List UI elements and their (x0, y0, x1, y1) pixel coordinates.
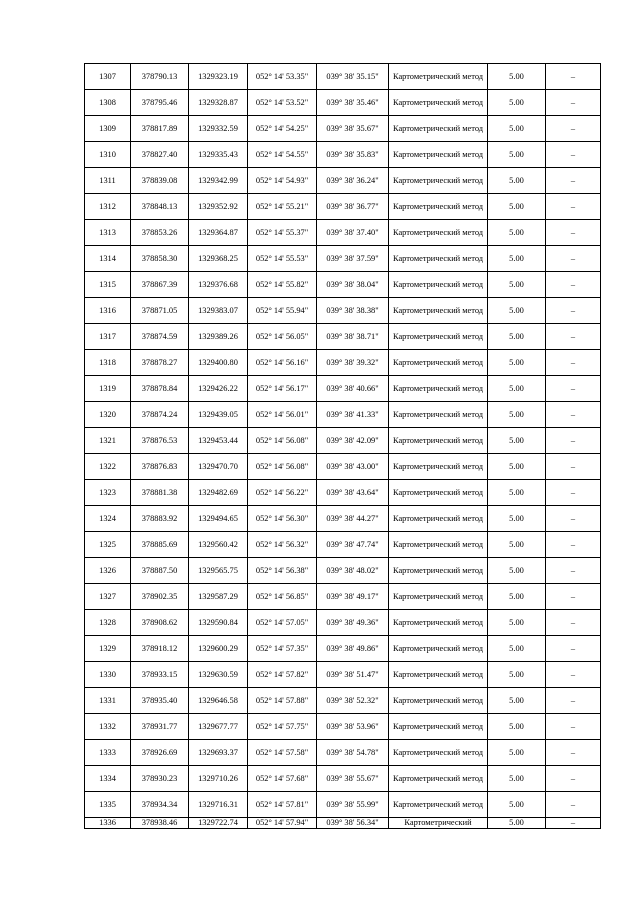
point-number-cell: 1316 (85, 298, 131, 324)
note-cell: – (546, 610, 601, 636)
accuracy-cell: 5.00 (488, 636, 546, 662)
y-coordinate-cell: 1329328.87 (189, 90, 248, 116)
method-cell: Картометрический метод (389, 116, 488, 142)
note-cell: – (546, 298, 601, 324)
longitude-cell: 039° 38' 49.36" (317, 610, 389, 636)
y-coordinate-cell: 1329587.29 (189, 584, 248, 610)
x-coordinate-cell: 378885.69 (131, 532, 189, 558)
y-coordinate-cell: 1329364.87 (189, 220, 248, 246)
y-coordinate-cell: 1329389.26 (189, 324, 248, 350)
longitude-cell: 039° 38' 56.34" (317, 818, 389, 829)
y-coordinate-cell: 1329383.07 (189, 298, 248, 324)
x-coordinate-cell: 378902.35 (131, 584, 189, 610)
point-number-cell: 1334 (85, 766, 131, 792)
note-cell: – (546, 740, 601, 766)
longitude-cell: 039° 38' 55.67" (317, 766, 389, 792)
note-cell: – (546, 376, 601, 402)
latitude-cell: 052° 14' 55.53" (248, 246, 317, 272)
x-coordinate-cell: 378931.77 (131, 714, 189, 740)
table-row (85, 350, 601, 376)
x-coordinate-cell: 378878.84 (131, 376, 189, 402)
longitude-cell: 039° 38' 47.74" (317, 532, 389, 558)
note-cell: – (546, 116, 601, 142)
method-cell: Картометрический метод (389, 584, 488, 610)
latitude-cell: 052° 14' 56.22" (248, 480, 317, 506)
point-number-cell: 1307 (85, 64, 131, 90)
accuracy-cell: 5.00 (488, 428, 546, 454)
x-coordinate-cell: 378930.23 (131, 766, 189, 792)
accuracy-cell: 5.00 (488, 246, 546, 272)
table-row (85, 194, 601, 220)
method-cell: Картометрический метод (389, 480, 488, 506)
point-number-cell: 1336 (85, 818, 131, 829)
note-cell: – (546, 636, 601, 662)
y-coordinate-cell: 1329693.37 (189, 740, 248, 766)
latitude-cell: 052° 14' 56.08" (248, 454, 317, 480)
method-cell: Картометрический метод (389, 142, 488, 168)
latitude-cell: 052° 14' 56.17" (248, 376, 317, 402)
point-number-cell: 1323 (85, 480, 131, 506)
longitude-cell: 039° 38' 37.40" (317, 220, 389, 246)
x-coordinate-cell: 378874.59 (131, 324, 189, 350)
longitude-cell: 039° 38' 55.99" (317, 792, 389, 818)
method-cell: Картометрический метод (389, 532, 488, 558)
latitude-cell: 052° 14' 55.21" (248, 194, 317, 220)
method-cell: Картометрический метод (389, 454, 488, 480)
x-coordinate-cell: 378883.92 (131, 506, 189, 532)
accuracy-cell: 5.00 (488, 558, 546, 584)
point-number-cell: 1326 (85, 558, 131, 584)
y-coordinate-cell: 1329565.75 (189, 558, 248, 584)
note-cell: – (546, 246, 601, 272)
latitude-cell: 052° 14' 56.05" (248, 324, 317, 350)
point-number-cell: 1308 (85, 90, 131, 116)
point-number-cell: 1317 (85, 324, 131, 350)
point-number-cell: 1328 (85, 610, 131, 636)
method-cell: Картометрический метод (389, 402, 488, 428)
accuracy-cell: 5.00 (488, 194, 546, 220)
latitude-cell: 052° 14' 57.58" (248, 740, 317, 766)
x-coordinate-cell: 378926.69 (131, 740, 189, 766)
note-cell: – (546, 714, 601, 740)
note-cell: – (546, 168, 601, 194)
table-row (85, 246, 601, 272)
method-cell: Картометрический метод (389, 376, 488, 402)
method-cell: Картометрический метод (389, 428, 488, 454)
x-coordinate-cell: 378858.30 (131, 246, 189, 272)
accuracy-cell: 5.00 (488, 272, 546, 298)
latitude-cell: 052° 14' 57.94" (248, 818, 317, 829)
longitude-cell: 039° 38' 35.83" (317, 142, 389, 168)
note-cell: – (546, 142, 601, 168)
latitude-cell: 052° 14' 57.88" (248, 688, 317, 714)
y-coordinate-cell: 1329342.99 (189, 168, 248, 194)
longitude-cell: 039° 38' 52.32" (317, 688, 389, 714)
note-cell: – (546, 220, 601, 246)
note-cell: – (546, 532, 601, 558)
table-row (85, 376, 601, 402)
accuracy-cell: 5.00 (488, 532, 546, 558)
longitude-cell: 039° 38' 54.78" (317, 740, 389, 766)
point-number-cell: 1322 (85, 454, 131, 480)
y-coordinate-cell: 1329352.92 (189, 194, 248, 220)
note-cell: – (546, 662, 601, 688)
method-cell: Картометрический метод (389, 272, 488, 298)
note-cell: – (546, 792, 601, 818)
point-number-cell: 1324 (85, 506, 131, 532)
table-row (85, 766, 601, 792)
accuracy-cell: 5.00 (488, 740, 546, 766)
x-coordinate-cell: 378876.53 (131, 428, 189, 454)
note-cell: – (546, 506, 601, 532)
x-coordinate-cell: 378874.24 (131, 402, 189, 428)
note-cell: – (546, 454, 601, 480)
accuracy-cell: 5.00 (488, 480, 546, 506)
point-number-cell: 1311 (85, 168, 131, 194)
x-coordinate-cell: 378934.34 (131, 792, 189, 818)
y-coordinate-cell: 1329600.29 (189, 636, 248, 662)
longitude-cell: 039° 38' 43.00" (317, 454, 389, 480)
longitude-cell: 039° 38' 49.86" (317, 636, 389, 662)
method-cell: Картометрический метод (389, 64, 488, 90)
note-cell: – (546, 350, 601, 376)
latitude-cell: 052° 14' 56.16" (248, 350, 317, 376)
longitude-cell: 039° 38' 35.67" (317, 116, 389, 142)
accuracy-cell: 5.00 (488, 662, 546, 688)
table-row (85, 220, 601, 246)
accuracy-cell: 5.00 (488, 64, 546, 90)
y-coordinate-cell: 1329368.25 (189, 246, 248, 272)
longitude-cell: 039° 38' 53.96" (317, 714, 389, 740)
table-row (85, 298, 601, 324)
y-coordinate-cell: 1329716.31 (189, 792, 248, 818)
document-page (84, 63, 600, 829)
longitude-cell: 039° 38' 43.64" (317, 480, 389, 506)
latitude-cell: 052° 14' 56.30" (248, 506, 317, 532)
table-row (85, 168, 601, 194)
table-row (85, 818, 601, 829)
longitude-cell: 039° 38' 36.24" (317, 168, 389, 194)
table-row (85, 558, 601, 584)
note-cell: – (546, 272, 601, 298)
note-cell: – (546, 402, 601, 428)
accuracy-cell: 5.00 (488, 818, 546, 829)
method-cell: Картометрический метод (389, 688, 488, 714)
y-coordinate-cell: 1329722.74 (189, 818, 248, 829)
method-cell: Картометрический метод (389, 324, 488, 350)
longitude-cell: 039° 38' 37.59" (317, 246, 389, 272)
longitude-cell: 039° 38' 41.33" (317, 402, 389, 428)
longitude-cell: 039° 38' 51.47" (317, 662, 389, 688)
accuracy-cell: 5.00 (488, 610, 546, 636)
latitude-cell: 052° 14' 57.81" (248, 792, 317, 818)
x-coordinate-cell: 378918.12 (131, 636, 189, 662)
point-number-cell: 1320 (85, 402, 131, 428)
note-cell: – (546, 818, 601, 829)
accuracy-cell: 5.00 (488, 792, 546, 818)
method-cell: Картометрический (389, 818, 488, 829)
table-row (85, 428, 601, 454)
accuracy-cell: 5.00 (488, 324, 546, 350)
table-row (85, 402, 601, 428)
longitude-cell: 039° 38' 38.38" (317, 298, 389, 324)
point-number-cell: 1319 (85, 376, 131, 402)
table-row (85, 610, 601, 636)
y-coordinate-cell: 1329439.05 (189, 402, 248, 428)
point-number-cell: 1330 (85, 662, 131, 688)
accuracy-cell: 5.00 (488, 506, 546, 532)
y-coordinate-cell: 1329400.80 (189, 350, 248, 376)
x-coordinate-cell: 378933.15 (131, 662, 189, 688)
table-row (85, 142, 601, 168)
table-row (85, 740, 601, 766)
x-coordinate-cell: 378795.46 (131, 90, 189, 116)
accuracy-cell: 5.00 (488, 220, 546, 246)
method-cell: Картометрический метод (389, 298, 488, 324)
table-row (85, 636, 601, 662)
latitude-cell: 052° 14' 55.94" (248, 298, 317, 324)
latitude-cell: 052° 14' 55.82" (248, 272, 317, 298)
table-row (85, 324, 601, 350)
x-coordinate-cell: 378817.89 (131, 116, 189, 142)
coordinates-table-body (85, 64, 601, 829)
method-cell: Картометрический метод (389, 90, 488, 116)
note-cell: – (546, 558, 601, 584)
method-cell: Картометрический метод (389, 714, 488, 740)
accuracy-cell: 5.00 (488, 168, 546, 194)
point-number-cell: 1314 (85, 246, 131, 272)
x-coordinate-cell: 378908.62 (131, 610, 189, 636)
point-number-cell: 1318 (85, 350, 131, 376)
longitude-cell: 039° 38' 40.66" (317, 376, 389, 402)
note-cell: – (546, 584, 601, 610)
table-row (85, 116, 601, 142)
note-cell: – (546, 688, 601, 714)
y-coordinate-cell: 1329482.69 (189, 480, 248, 506)
table-row (85, 688, 601, 714)
x-coordinate-cell: 378871.05 (131, 298, 189, 324)
y-coordinate-cell: 1329677.77 (189, 714, 248, 740)
method-cell: Картометрический метод (389, 220, 488, 246)
x-coordinate-cell: 378881.38 (131, 480, 189, 506)
method-cell: Картометрический метод (389, 740, 488, 766)
latitude-cell: 052° 14' 56.32" (248, 532, 317, 558)
latitude-cell: 052° 14' 57.35" (248, 636, 317, 662)
accuracy-cell: 5.00 (488, 142, 546, 168)
y-coordinate-cell: 1329453.44 (189, 428, 248, 454)
method-cell: Картометрический метод (389, 792, 488, 818)
table-row (85, 506, 601, 532)
accuracy-cell: 5.00 (488, 584, 546, 610)
accuracy-cell: 5.00 (488, 90, 546, 116)
y-coordinate-cell: 1329630.59 (189, 662, 248, 688)
method-cell: Картометрический метод (389, 506, 488, 532)
latitude-cell: 052° 14' 56.38" (248, 558, 317, 584)
x-coordinate-cell: 378839.08 (131, 168, 189, 194)
accuracy-cell: 5.00 (488, 298, 546, 324)
x-coordinate-cell: 378878.27 (131, 350, 189, 376)
longitude-cell: 039° 38' 44.27" (317, 506, 389, 532)
latitude-cell: 052° 14' 57.05" (248, 610, 317, 636)
accuracy-cell: 5.00 (488, 688, 546, 714)
note-cell: – (546, 480, 601, 506)
latitude-cell: 052° 14' 56.85" (248, 584, 317, 610)
x-coordinate-cell: 378853.26 (131, 220, 189, 246)
x-coordinate-cell: 378938.46 (131, 818, 189, 829)
y-coordinate-cell: 1329376.68 (189, 272, 248, 298)
table-row (85, 272, 601, 298)
method-cell: Картометрический метод (389, 246, 488, 272)
method-cell: Картометрический метод (389, 662, 488, 688)
latitude-cell: 052° 14' 54.55" (248, 142, 317, 168)
table-row (85, 532, 601, 558)
latitude-cell: 052° 14' 56.01" (248, 402, 317, 428)
latitude-cell: 052° 14' 55.37" (248, 220, 317, 246)
point-number-cell: 1312 (85, 194, 131, 220)
note-cell: – (546, 324, 601, 350)
x-coordinate-cell: 378790.13 (131, 64, 189, 90)
method-cell: Картометрический метод (389, 610, 488, 636)
y-coordinate-cell: 1329590.84 (189, 610, 248, 636)
point-number-cell: 1335 (85, 792, 131, 818)
latitude-cell: 052° 14' 53.35" (248, 64, 317, 90)
accuracy-cell: 5.00 (488, 714, 546, 740)
method-cell: Картометрический метод (389, 636, 488, 662)
table-row (85, 792, 601, 818)
accuracy-cell: 5.00 (488, 402, 546, 428)
y-coordinate-cell: 1329426.22 (189, 376, 248, 402)
x-coordinate-cell: 378827.40 (131, 142, 189, 168)
table-row (85, 584, 601, 610)
longitude-cell: 039° 38' 38.71" (317, 324, 389, 350)
y-coordinate-cell: 1329494.65 (189, 506, 248, 532)
coordinates-table (84, 63, 601, 829)
latitude-cell: 052° 14' 53.52" (248, 90, 317, 116)
point-number-cell: 1327 (85, 584, 131, 610)
latitude-cell: 052° 14' 56.08" (248, 428, 317, 454)
y-coordinate-cell: 1329710.26 (189, 766, 248, 792)
y-coordinate-cell: 1329335.43 (189, 142, 248, 168)
point-number-cell: 1333 (85, 740, 131, 766)
point-number-cell: 1332 (85, 714, 131, 740)
latitude-cell: 052° 14' 57.68" (248, 766, 317, 792)
x-coordinate-cell: 378848.13 (131, 194, 189, 220)
method-cell: Картометрический метод (389, 350, 488, 376)
y-coordinate-cell: 1329646.58 (189, 688, 248, 714)
x-coordinate-cell: 378887.50 (131, 558, 189, 584)
point-number-cell: 1315 (85, 272, 131, 298)
method-cell: Картометрический метод (389, 194, 488, 220)
point-number-cell: 1331 (85, 688, 131, 714)
accuracy-cell: 5.00 (488, 376, 546, 402)
longitude-cell: 039° 38' 38.04" (317, 272, 389, 298)
y-coordinate-cell: 1329560.42 (189, 532, 248, 558)
y-coordinate-cell: 1329323.19 (189, 64, 248, 90)
point-number-cell: 1321 (85, 428, 131, 454)
note-cell: – (546, 90, 601, 116)
table-row (85, 480, 601, 506)
longitude-cell: 039° 38' 35.46" (317, 90, 389, 116)
accuracy-cell: 5.00 (488, 350, 546, 376)
accuracy-cell: 5.00 (488, 766, 546, 792)
point-number-cell: 1310 (85, 142, 131, 168)
longitude-cell: 039° 38' 49.17" (317, 584, 389, 610)
method-cell: Картометрический метод (389, 558, 488, 584)
longitude-cell: 039° 38' 39.32" (317, 350, 389, 376)
latitude-cell: 052° 14' 54.93" (248, 168, 317, 194)
latitude-cell: 052° 14' 57.75" (248, 714, 317, 740)
table-row (85, 64, 601, 90)
note-cell: – (546, 766, 601, 792)
table-row (85, 90, 601, 116)
accuracy-cell: 5.00 (488, 116, 546, 142)
x-coordinate-cell: 378876.83 (131, 454, 189, 480)
point-number-cell: 1329 (85, 636, 131, 662)
x-coordinate-cell: 378935.40 (131, 688, 189, 714)
note-cell: – (546, 194, 601, 220)
x-coordinate-cell: 378867.39 (131, 272, 189, 298)
longitude-cell: 039° 38' 35.15" (317, 64, 389, 90)
note-cell: – (546, 64, 601, 90)
latitude-cell: 052° 14' 57.82" (248, 662, 317, 688)
point-number-cell: 1309 (85, 116, 131, 142)
longitude-cell: 039° 38' 48.02" (317, 558, 389, 584)
note-cell: – (546, 428, 601, 454)
table-row (85, 714, 601, 740)
y-coordinate-cell: 1329470.70 (189, 454, 248, 480)
point-number-cell: 1313 (85, 220, 131, 246)
method-cell: Картометрический метод (389, 168, 488, 194)
longitude-cell: 039° 38' 42.09" (317, 428, 389, 454)
latitude-cell: 052° 14' 54.25" (248, 116, 317, 142)
table-row (85, 662, 601, 688)
table-row (85, 454, 601, 480)
y-coordinate-cell: 1329332.59 (189, 116, 248, 142)
method-cell: Картометрический метод (389, 766, 488, 792)
longitude-cell: 039° 38' 36.77" (317, 194, 389, 220)
accuracy-cell: 5.00 (488, 454, 546, 480)
point-number-cell: 1325 (85, 532, 131, 558)
